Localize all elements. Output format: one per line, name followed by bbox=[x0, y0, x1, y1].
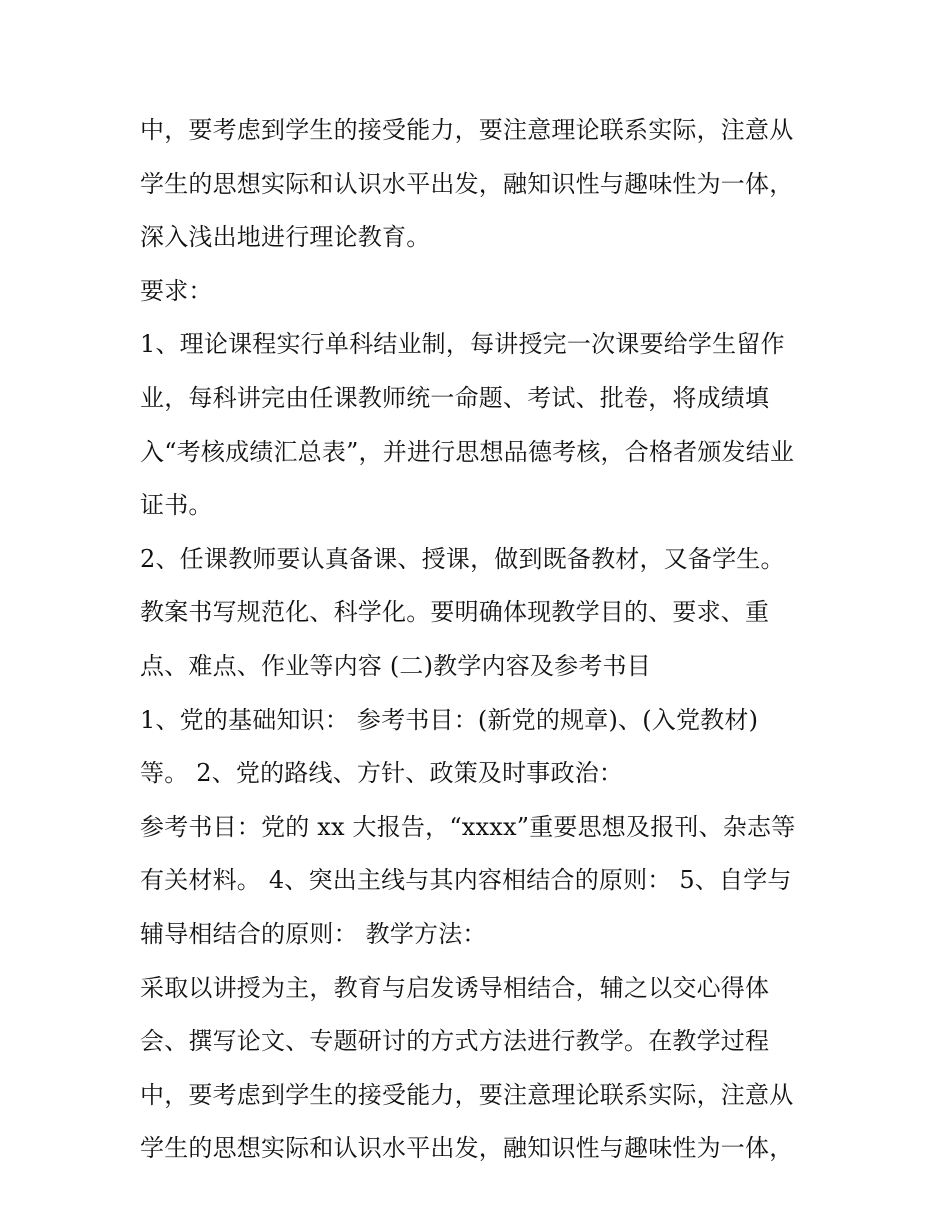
text-line: 采取以讲授为主，教育与启发诱导相结合，辅之以交心得体 bbox=[140, 973, 770, 1002]
text-line: 证书。 bbox=[140, 491, 213, 520]
text-line: 学生的思想实际和认识水平出发，融知识性与趣味性为一体， bbox=[140, 1134, 794, 1163]
text-line: 入“考核成绩汇总表”，并进行思想品德考核，合格者颁发结业 bbox=[140, 437, 795, 466]
text-line: 中，要考虑到学生的接受能力，要注意理论联系实际，注意从 bbox=[140, 116, 794, 144]
text-line: 1、理论课程实行单科结业制，每讲授完一次课要给学生留作 bbox=[140, 330, 785, 359]
text-line: 2、任课教师要认真备课、授课，做到既备教材，又备学生。 bbox=[140, 544, 785, 573]
text-line: 教案书写规范化、科学化。要明确体现教学目的、要求、重 bbox=[140, 598, 770, 627]
text-line: 点、难点、作业等内容 (二)教学内容及参考书目 bbox=[140, 651, 651, 680]
text-line: 辅导相结合的原则： 教学方法： bbox=[140, 919, 487, 948]
text-line: 会、撰写论文、专题研讨的方式方法进行教学。在教学过程 bbox=[140, 1027, 770, 1056]
text-line: 学生的思想实际和认识水平出发，融知识性与趣味性为一体， bbox=[140, 169, 794, 198]
section-heading: 要求： bbox=[140, 276, 213, 305]
text-line: 中，要考虑到学生的接受能力，要注意理论联系实际，注意从 bbox=[140, 1080, 794, 1109]
text-line: 有关材料。 4、突出主线与其内容相结合的原则： 5、自学与 bbox=[140, 866, 792, 895]
document-body bbox=[140, 104, 830, 1176]
text-line: 深入浅出地进行理论教育。 bbox=[140, 223, 431, 252]
text-line: 等。 2、党的路线、方针、政策及时事政治： bbox=[140, 759, 624, 788]
text-line: 参考书目：党的 xx 大报告，“xxxx”重要思想及报刊、杂志等 bbox=[140, 812, 796, 841]
text-line: 业，每科讲完由任课教师统一命题、考试、批卷，将成绩填 bbox=[140, 383, 770, 412]
text-line: 1、党的基础知识： 参考书目：(新党的规章)、(入党教材) bbox=[140, 705, 759, 734]
